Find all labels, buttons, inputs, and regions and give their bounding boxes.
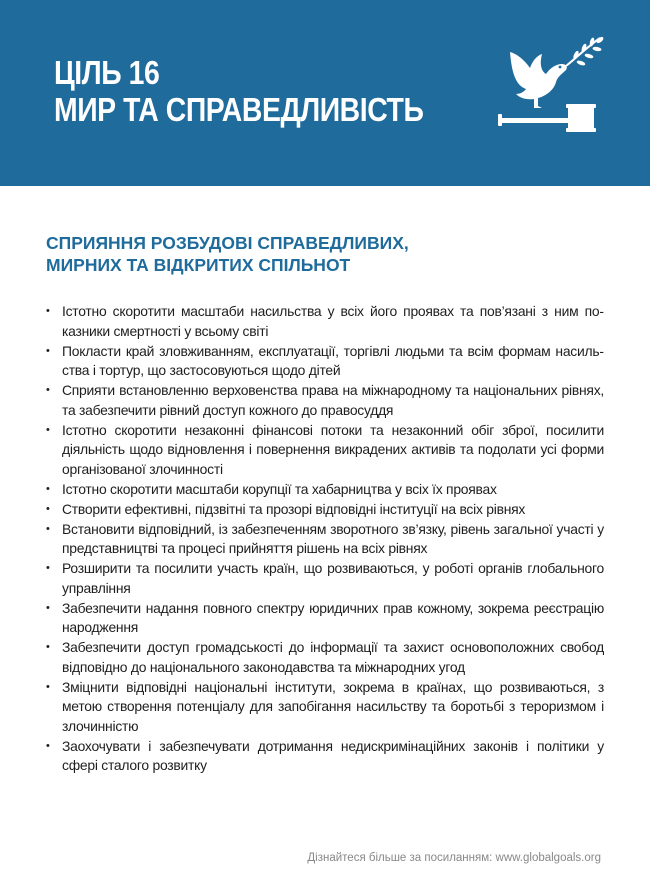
target-item bbox=[46, 520, 604, 559]
target-item bbox=[46, 381, 604, 420]
target-text: Встановити відповідний, із забезпеченням зворотного зв’язку, рівень загальної участі у представництві та процесі прийняття рішень на всіх рівнях bbox=[62, 520, 604, 556]
bullet-icon: • bbox=[46, 423, 50, 436]
bullet-icon: • bbox=[46, 562, 50, 574]
bullet-icon: • bbox=[46, 739, 50, 752]
section-heading bbox=[46, 232, 409, 276]
bullet-icon: • bbox=[46, 680, 50, 693]
target-item bbox=[46, 342, 604, 381]
target-text: Істотно скоротити незаконні фінансові потоки та незаконний обіг зброї, посилити діяльність щодо відновлення і повернення викрадених активів та подолати усі форми організованої злочинності bbox=[62, 421, 604, 477]
bullet-icon: • bbox=[46, 502, 50, 515]
target-text: Зміцнити відповідні національні інститути, зокрема в країнах, що розвиваються, з метою створення потенціалу для запобігання насильству та боротьбі з тероризмом і злочинністю bbox=[62, 678, 604, 734]
bullet-icon: • bbox=[46, 522, 50, 535]
target-text: Забезпечити надання повного спектру юридичних прав кожному, зокрема реєстрацію народження bbox=[62, 599, 604, 635]
bullet-icon: • bbox=[46, 601, 50, 614]
target-text: Створити ефективні, підзвітні та прозорі відповідні інституції на всіх рівнях bbox=[62, 500, 526, 517]
section-heading-line2: МИРНИХ ТА ВІДКРИТИХ СПІЛЬНОТ bbox=[46, 255, 351, 275]
goal-number: ЦІЛЬ 16 bbox=[54, 54, 160, 91]
bullet-icon: • bbox=[46, 344, 50, 357]
target-text: Заохочувати і забезпечувати дотримання недискримінаційних законів і політики у сфері сталого розвитку bbox=[62, 737, 604, 773]
goal-title bbox=[54, 54, 423, 128]
targets-list bbox=[46, 302, 604, 776]
target-item bbox=[46, 559, 604, 598]
goal-header-banner bbox=[0, 0, 650, 186]
footer-more-info: Дізнайтеся більше за посиланням: www.globalgoals.org bbox=[307, 852, 601, 864]
target-item bbox=[46, 599, 604, 638]
bullet-icon: • bbox=[46, 384, 50, 396]
target-text: Забезпечити доступ громадськості до інформації та захист основоположних свобод відповідно до національного законодавства та міжнародних угод bbox=[62, 639, 604, 675]
target-item bbox=[46, 302, 604, 341]
bullet-icon: • bbox=[46, 482, 50, 495]
target-item bbox=[46, 678, 604, 737]
target-text: Розширити та посилити участь країн, що розвиваються, у роботі органів глобального управління bbox=[62, 560, 604, 596]
target-text: Покласти край зловживанням, експлуатації, торгівлі людьми та всім формам насильства і тортур, що застосовуються щодо дітей bbox=[62, 342, 604, 378]
target-item bbox=[46, 737, 604, 776]
target-item bbox=[46, 421, 604, 480]
target-item bbox=[46, 480, 604, 500]
target-item bbox=[46, 638, 604, 677]
target-text: Істотно скоротити масштаби корупції та хабарництва у всіх їх проявах bbox=[62, 480, 497, 497]
bullet-icon: • bbox=[46, 641, 50, 653]
dove-gavel-icon bbox=[496, 34, 608, 134]
target-item bbox=[46, 500, 604, 520]
target-text: Сприяти встановленню верховенства права на міжнародному та національних рівнях, та забезпечити рівний доступ кожного до правосуддя bbox=[62, 382, 604, 418]
goal-name: МИР ТА СПРАВЕДЛИВІСТЬ bbox=[54, 91, 424, 128]
target-text: Істотно скоротити масштаби насильства у всіх його проявах та пов’язані з ним показники смертності у всьому світі bbox=[62, 303, 604, 339]
section-heading-line1: СПРИЯННЯ РОЗБУДОВІ СПРАВЕДЛИВИХ, bbox=[46, 233, 409, 253]
bullet-icon: • bbox=[46, 305, 50, 317]
